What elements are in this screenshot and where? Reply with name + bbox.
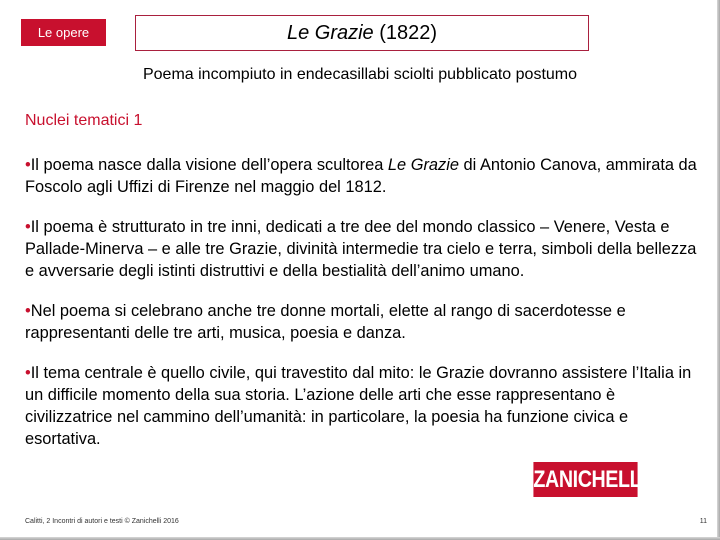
bullet-marker: • [25,364,31,382]
footer-credit: Calitti, 2 Incontri di autori e testi © Zanichelli 2016 [25,518,179,525]
paragraph-2 [25,216,697,282]
zanichelli-logo: ZANICHELLI [533,462,637,497]
body-text [25,154,697,468]
section-heading: Nuclei tematici 1 [25,112,143,129]
bullet-marker: • [25,156,31,174]
bullet-marker: • [25,302,31,320]
paragraph-text: di Antonio Canova, ammirata da Foscolo agli Uffizi di Firenze nel maggio del 1812. [25,156,697,196]
paragraph-4 [25,362,697,450]
paragraph-1 [25,154,697,198]
title-italic: Le Grazie [286,22,374,44]
title-box [135,15,589,51]
paragraph-text: Il poema nasce dalla visione dell’opera scultorea [30,156,388,174]
page-number: 11 [699,518,707,525]
section-tag: Le opere [21,19,106,46]
paragraph-text: Il tema centrale è quello civile, qui travestito dal mito: le Grazie dovranno assistere l’Italia in un difficile momento della sua storia. L’azione delle arti che esse rappresentano è civilizzatrice nel cammino dell’umanità: in particolare, la poesia ha funzione civica e esortativa. [25,364,692,448]
paragraph-text: Nel poema si celebrano anche tre donne mortali, elette al rango di sacerdotesse e rappresentanti delle tre arti, musica, poesia e danza. [25,302,626,342]
paragraph-italic: Le Grazie [387,156,459,174]
paragraph-text: Il poema è strutturato in tre inni, dedicati a tre dee del mondo classico – Venere, Vesta e Pallade-Minerva – e alle tre Grazie, divinità intermedie tra cielo e terra, simboli della bellezza e avversarie degli istinti distruttivi e della bestialità dell’animo umano. [25,218,697,280]
paragraph-3 [25,300,697,344]
title-year: (1822) [373,22,438,44]
subtitle: Poema incompiuto in endecasillabi sciolti pubblicato postumo [142,66,578,83]
bullet-marker: • [25,218,31,236]
